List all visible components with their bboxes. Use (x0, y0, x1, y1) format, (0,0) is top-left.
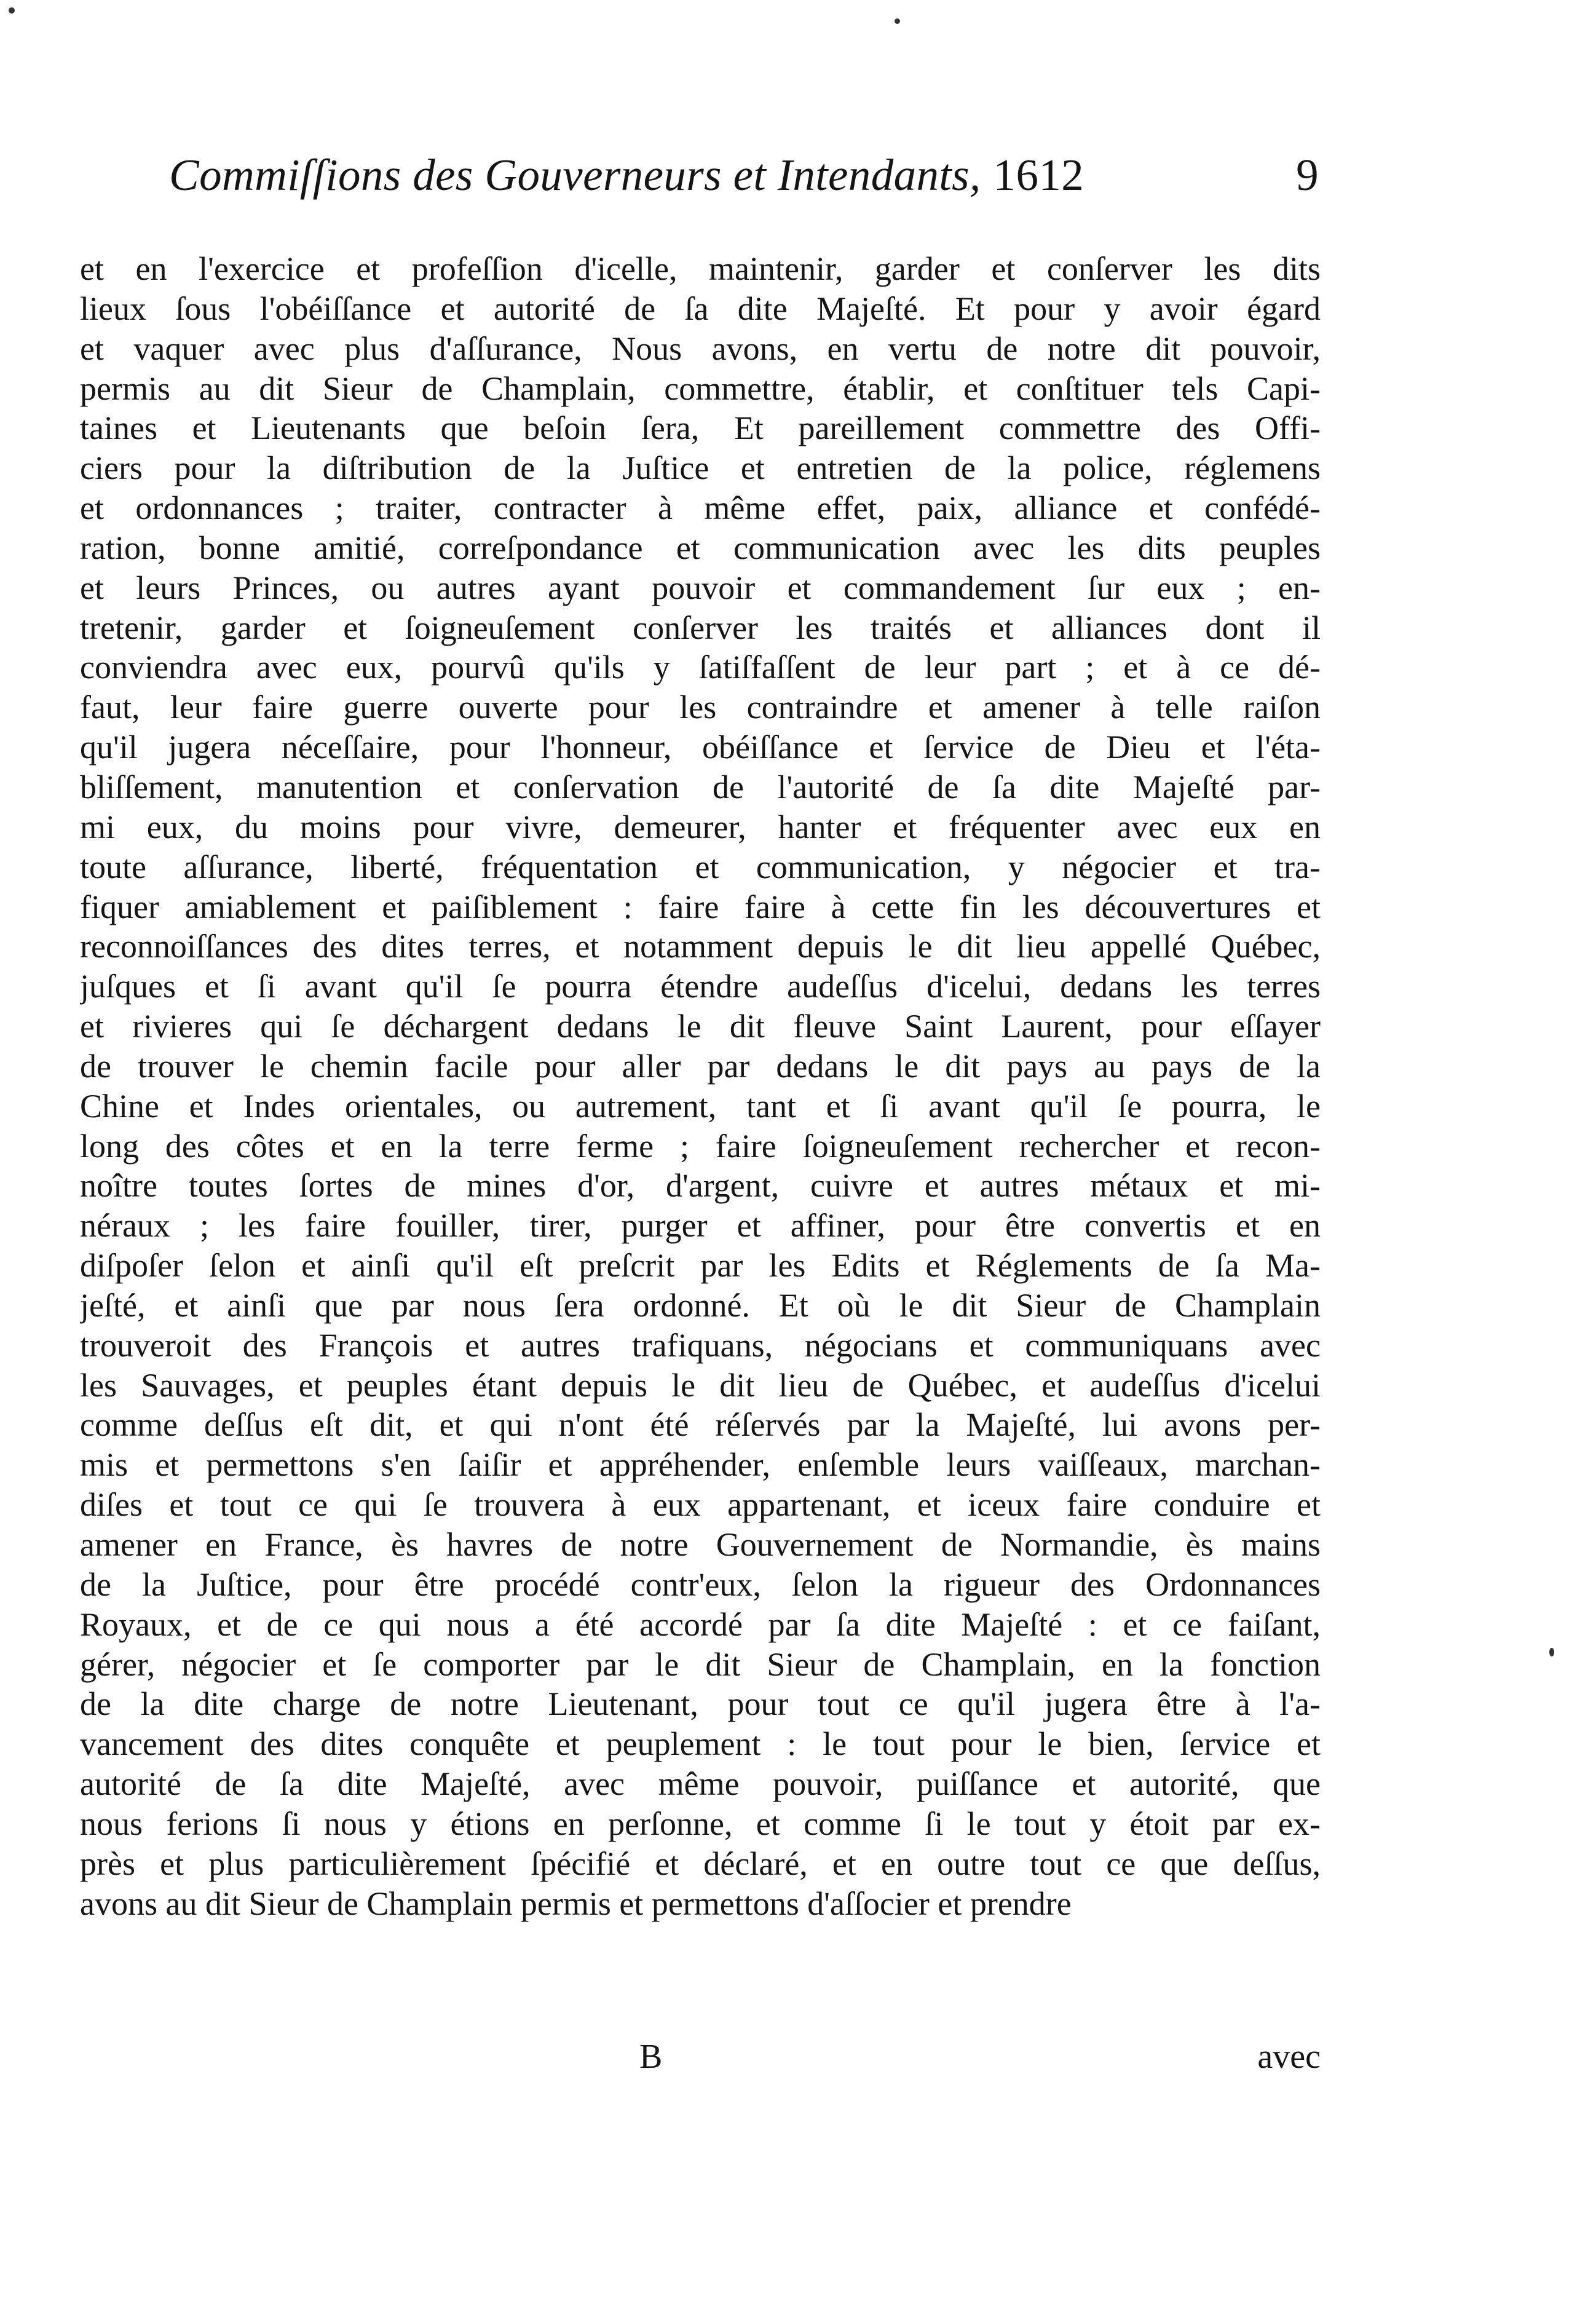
text-line: et en l'exercice et profeſſion d'icelle, maintenir, garder et conſerver les dits (80, 250, 1321, 287)
text-line: de trouver le chemin facile pour aller par dedans le dit pays au pays de la (80, 1047, 1321, 1085)
text-line: gérer, négocier et ſe comporter par le dit Sieur de Champlain, en la fonction (80, 1645, 1321, 1683)
scan-speck (895, 18, 900, 24)
text-line: avons au dit Sieur de Champlain permis et permettons d'aſſocier et prendre (80, 1885, 1072, 1922)
text-line: jeſté, et ainſi que par nous ſera ordonné. Et où le dit Sieur de Champlain (80, 1286, 1321, 1324)
text-line: taines et Lieutenants que beſoin ſera, Et pareillement commettre des Offi- (80, 410, 1321, 447)
text-line: et rivieres qui ſe déchargent dedans le dit fleuve Saint Laurent, pour eſſayer (80, 1008, 1321, 1045)
text-line: de la dite charge de notre Lieutenant, pour tout ce qu'il jugera être à l'a- (80, 1685, 1321, 1723)
text-line: conviendra avec eux, pourvû qu'ils y ſatiſfaſſent de leur part ; et à ce dé- (80, 649, 1321, 686)
text-line: néraux ; les faire fouiller, tirer, purger et affiner, pour être convertis et en (80, 1207, 1321, 1245)
text-line: près et plus particulièrement ſpécifié et déclaré, et en outre tout ce que deſſus, (80, 1845, 1321, 1882)
signature-line (80, 2032, 1321, 2081)
text-line: nous ferions ſi nous y étions en perſonne, et comme ſi le tout y étoit par ex- (80, 1805, 1321, 1842)
text-line: ration, bonne amitié, correſpondance et communication avec les dits peuples (80, 529, 1321, 566)
text-line: bliſſement, manutention et conſervation de l'autorité de ſa dite Majeſté par- (80, 768, 1321, 805)
scan-speck (9, 7, 15, 14)
text-line: trouveroit des François et autres trafiquans, négocians et communiquans avec (80, 1326, 1321, 1364)
text-line: mis et permettons s'en ſaiſir et appréhender, enſemble leurs vaiſſeaux, marchan- (80, 1446, 1321, 1484)
signature-mark: B (639, 2038, 663, 2076)
text-line: juſques et ſi avant qu'il ſe pourra étendre audeſſus d'icelui, dedans les terres (80, 968, 1321, 1005)
text-line: toute aſſurance, liberté, fréquentation et communication, y négocier et tra- (80, 848, 1321, 885)
text-line: vancement des dites conquête et peuplement : le tout pour le bien, ſervice et (80, 1725, 1321, 1763)
text-line: Chine et Indes orientales, ou autrement, tant et ſi avant qu'il ſe pourra, le (80, 1087, 1321, 1125)
text-line: et ordonnances ; traiter, contracter à même effet, paix, alliance et confédé- (80, 489, 1321, 527)
text-line: amener en France, ès havres de notre Gouvernement de Normandie, ès mains (80, 1526, 1321, 1563)
text-line: long des côtes et en la terre ferme ; faire ſoigneuſement rechercher et recon- (80, 1127, 1321, 1165)
text-line: diſes et tout ce qui ſe trouvera à eux appartenant, et iceux faire conduire et (80, 1486, 1321, 1524)
text-line: tretenir, garder et ſoigneuſement conſerver les traités et alliances dont il (80, 609, 1321, 646)
running-head-title: Commiſſions des Gouverneurs et Intendants, (169, 150, 981, 200)
text-line: reconnoiſſances des dites terres, et notamment depuis le dit lieu appellé Québec, (80, 928, 1321, 965)
text-line: permis au dit Sieur de Champlain, commettre, établir, et conſtituer tels Capi- (80, 370, 1321, 407)
text-line: autorité de ſa dite Majeſté, avec même pouvoir, puiſſance et autorité, que (80, 1765, 1321, 1803)
text-line: ciers pour la diſtribution de la Juſtice et entretien de la police, réglemens (80, 449, 1321, 487)
text-line: fiquer amiablement et paiſiblement : faire faire à cette fin les découvertures et (80, 888, 1321, 925)
text-line: Royaux, et de ce qui nous a été accordé par ſa dite Majeſté : et ce faiſant, (80, 1605, 1321, 1643)
text-line: les Sauvages, et peuples étant depuis le dit lieu de Québec, et audeſſus d'icelui (80, 1366, 1321, 1404)
text-line: et vaquer avec plus d'aſſurance, Nous avons, en vertu de notre dit pouvoir, (80, 330, 1321, 367)
text-line: mi eux, du moins pour vivre, demeurer, hanter et fréquenter avec eux en (80, 808, 1321, 845)
body-text (80, 249, 1321, 1923)
text-line: qu'il jugera néceſſaire, pour l'honneur, obéiſſance et ſervice de Dieu et l'éta- (80, 729, 1321, 766)
running-head-year: 1612 (993, 150, 1084, 200)
text-line: lieux ſous l'obéiſſance et autorité de ſa dite Majeſté. Et pour y avoir égard (80, 290, 1321, 327)
text-line: diſpoſer ſelon et ainſi qu'il eſt preſcrit par les Edits et Réglements de ſa Ma- (80, 1247, 1321, 1284)
text-line: de la Juſtice, pour être procédé contr'eux, ſelon la rigueur des Ordonnances (80, 1565, 1321, 1603)
text-line: comme deſſus eſt dit, et qui n'ont été réſervés par la Majeſté, lui avons per- (80, 1406, 1321, 1444)
running-head (169, 144, 1337, 212)
text-line: faut, leur faire guerre ouverte pour les contraindre et amener à telle raiſon (80, 689, 1321, 726)
scan-speck (1549, 1648, 1554, 1656)
text-line: noître toutes ſortes de mines d'or, d'argent, cuivre et autres métaux et mi- (80, 1167, 1321, 1205)
text-line: et leurs Princes, ou autres ayant pouvoir et commandement ſur eux ; en- (80, 569, 1321, 606)
catchword: avec (1257, 2038, 1321, 2076)
page-number: 9 (1296, 150, 1319, 200)
